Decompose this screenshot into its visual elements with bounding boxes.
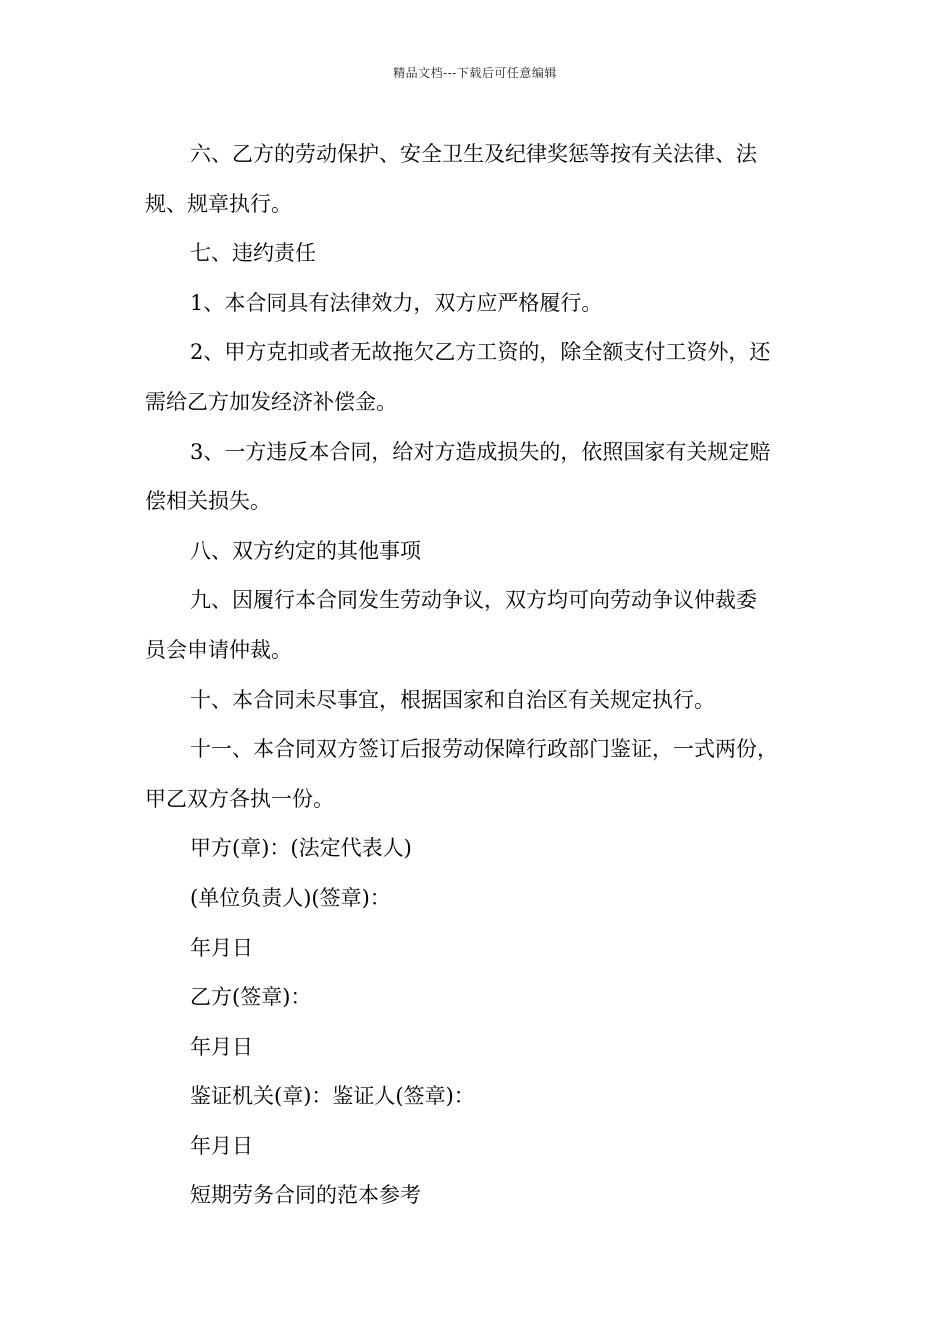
text-line: 3、一方违反本合同，给对方造成损失的，依照国家有关规定赔 — [190, 439, 771, 464]
text-line: 年月日 — [190, 1034, 253, 1059]
text-line: 六、乙方的劳动保护、安全卫生及纪律奖惩等按有关法律、法 — [190, 142, 757, 166]
text-line: 年月日 — [190, 935, 253, 960]
clause-seven-item-1 — [145, 279, 835, 329]
text-line: 鉴证机关(章)：鉴证人(签章)： — [190, 1084, 475, 1109]
text-line: 九、因履行本合同发生劳动争议，双方均可向劳动争议仲裁委 — [190, 588, 757, 613]
text-line: 七、违约责任 — [190, 241, 316, 266]
text-line: 需给乙方加发经济补偿金。 — [145, 389, 397, 414]
section-title — [145, 1171, 835, 1221]
clause-six — [145, 130, 835, 229]
text-line: 甲乙双方各执一份。 — [145, 786, 334, 811]
text-line: 十一、本合同双方签订后报劳动保障行政部门鉴证，一式两份， — [190, 737, 778, 762]
text-line: 2、甲方克扣或者无故拖欠乙方工资的，除全额支付工资外，还 — [190, 340, 771, 365]
text-line: (单位负责人)(签章)： — [190, 885, 391, 910]
clause-nine — [145, 576, 835, 675]
date-line — [145, 924, 835, 974]
clause-seven-item-2 — [145, 328, 835, 427]
document-body — [145, 130, 835, 1221]
date-line — [145, 1122, 835, 1172]
party-a-signature — [145, 824, 835, 874]
text-line: 1、本合同具有法律效力，双方应严格履行。 — [190, 290, 603, 315]
text-line: 短期劳务合同的范本参考 — [190, 1183, 421, 1208]
text-line: 员会申请仲裁。 — [145, 637, 292, 662]
clause-seven-item-3 — [145, 428, 835, 527]
party-b-signature — [145, 973, 835, 1023]
page-header: 精品文档---下载后可任意编辑 — [393, 66, 557, 80]
text-line: 八、双方约定的其他事项 — [190, 538, 421, 563]
text-line: 年月日 — [190, 1133, 253, 1158]
date-line — [145, 1023, 835, 1073]
text-line: 十、本合同未尽事宜，根据国家和自治区有关规定执行。 — [190, 687, 715, 712]
text-line: 偿相关损失。 — [145, 489, 271, 514]
authentication-signature — [145, 1072, 835, 1122]
clause-ten — [145, 676, 835, 726]
clause-eight — [145, 527, 835, 577]
unit-responsible-signature — [145, 874, 835, 924]
text-line: 甲方(章)：(法定代表人) — [190, 836, 412, 861]
clause-seven-heading — [145, 229, 835, 279]
clause-eleven — [145, 725, 835, 824]
text-line: 乙方(签章)： — [190, 985, 312, 1010]
text-line: 规、规章执行。 — [145, 191, 292, 216]
